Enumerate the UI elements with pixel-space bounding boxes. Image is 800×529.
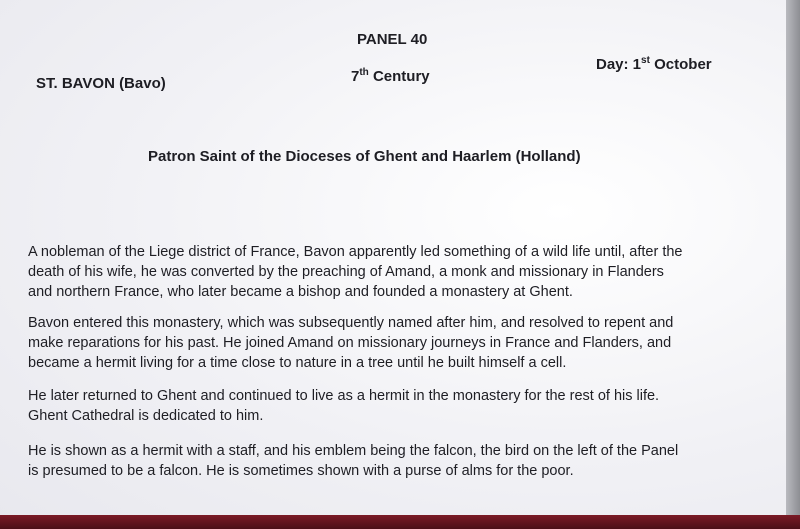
paragraph-3 bbox=[28, 386, 659, 426]
panel-number: PANEL 40 bbox=[357, 31, 428, 48]
feast-day-month: October bbox=[654, 56, 712, 73]
background-surface bbox=[0, 515, 800, 529]
paragraph-1 bbox=[28, 242, 683, 302]
feast-day-superscript: st bbox=[641, 55, 650, 66]
saint-name-text: ST. BAVON (Bavo) bbox=[36, 75, 166, 92]
century-superscript: th bbox=[359, 67, 369, 78]
paragraph-line: and northern France, who later became a bishop and founded a monastery at Ghent. bbox=[28, 284, 573, 300]
paragraph-line: He is shown as a hermit with a staff, and his emblem being the falcon, the bird on the left of the Panel bbox=[28, 443, 679, 459]
paragraph-line: is presumed to be a falcon. He is sometimes shown with a purse of alms for the poor. bbox=[28, 463, 574, 479]
paragraph-4 bbox=[28, 441, 678, 481]
paragraph-line: death of his wife, he was converted by the preaching of Amand, a monk and missionary in Flanders bbox=[28, 264, 664, 280]
century bbox=[351, 68, 430, 85]
page-edge-shadow bbox=[786, 0, 800, 529]
paragraph-line: He later returned to Ghent and continued to live as a hermit in the monastery for the rest of his life. bbox=[28, 388, 660, 404]
paragraph-line: Ghent Cathedral is dedicated to him. bbox=[28, 408, 264, 424]
feast-day-prefix: Day: 1 bbox=[596, 56, 642, 73]
paragraph-line: Bavon entered this monastery, which was subsequently named after him, and resolved to repent and bbox=[28, 315, 674, 331]
century-number: 7 bbox=[351, 68, 360, 85]
paragraph-line: make reparations for his past. He joined Amand on missionary journeys in France and Flanders, and bbox=[28, 335, 672, 351]
paragraph-line: A nobleman of the Liege district of France, Bavon apparently led something of a wild life until, after the bbox=[28, 244, 683, 260]
subtitle: Patron Saint of the Dioceses of Ghent and Haarlem (Holland) bbox=[148, 148, 581, 165]
paragraph-line: became a hermit living for a time close to nature in a tree until he built himself a cell. bbox=[28, 355, 567, 371]
saint-name bbox=[36, 75, 166, 92]
century-word: Century bbox=[372, 68, 430, 85]
feast-day bbox=[596, 56, 712, 73]
paragraph-2 bbox=[28, 313, 673, 373]
